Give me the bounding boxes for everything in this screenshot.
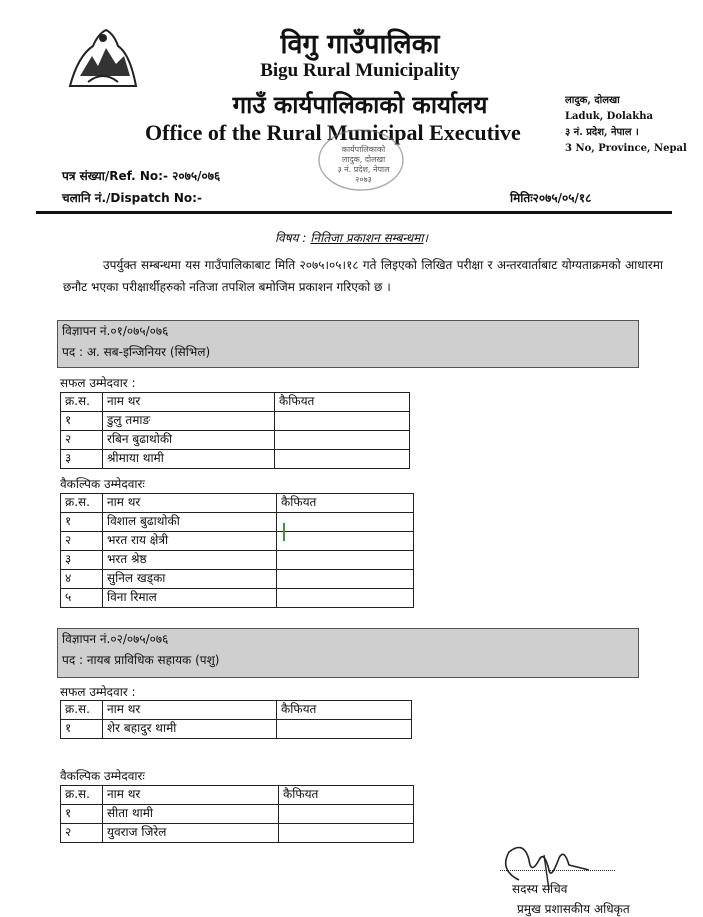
cell-sn: १ <box>61 805 103 824</box>
cell-name: शेर बहादुर थामी <box>103 720 277 739</box>
table-header-row <box>61 494 414 513</box>
cell-sn: ४ <box>61 570 103 589</box>
office-name-np: गाउँ कार्यपालिकाको कार्यालय <box>232 90 488 119</box>
table-row <box>61 805 414 824</box>
header-sn: क्र.स. <box>61 494 103 513</box>
stamp-line: लादुक, दोलखा <box>341 155 386 164</box>
date-label: मितिः <box>510 191 533 205</box>
cell-name: सुनिल खड्का <box>103 570 277 589</box>
table-row <box>61 551 414 570</box>
cell-sn: २ <box>61 431 103 450</box>
cell-name: सीता थामी <box>103 805 279 824</box>
notice-1-band <box>57 320 639 368</box>
notice-number: विज्ञापन नं.०२/०७५/०७६ <box>62 632 169 646</box>
header-name: नाम थर <box>103 494 277 513</box>
ref-label: पत्र संख्या/Ref. No:- <box>62 169 168 183</box>
success-table-2 <box>60 700 412 739</box>
notice-post: पद : अ. सब-इन्जिनियर (सिभिल) <box>62 345 211 359</box>
success-label: सफल उम्मेदवार : <box>60 376 136 390</box>
dispatch-label: चलानि नं./Dispatch No:- <box>62 191 202 205</box>
date-value: २०७५/०५/१८ <box>532 191 592 205</box>
address-block <box>565 93 687 157</box>
subject-text: नितिजा प्रकाशन सम्बन्धमा <box>310 231 424 245</box>
cell-remarks <box>277 513 414 532</box>
table-row <box>61 720 412 739</box>
cell-sn: ३ <box>61 450 103 469</box>
alternate-table-1 <box>60 493 414 608</box>
alternate-table-2 <box>60 785 414 843</box>
alternate-label: वैकल्पिक उम्मेदवारः <box>60 477 145 491</box>
letter-date <box>510 189 591 206</box>
cell-sn: २ <box>61 824 103 843</box>
cell-remarks <box>275 450 410 469</box>
table-header-row <box>61 786 414 805</box>
header-remarks: कैफियत <box>277 494 414 513</box>
stamp-text <box>326 145 401 185</box>
stamp-line: ३ नं. प्रदेश, नेपाल <box>337 165 390 174</box>
nepal-emblem-icon <box>68 26 138 88</box>
cell-name: विना रिमाल <box>103 589 277 608</box>
address-line: लादुक, दोलखा <box>565 95 620 106</box>
address-line: Laduk, Dolakha <box>565 111 653 122</box>
cell-remarks <box>275 412 410 431</box>
header-remarks: कैफियत <box>275 393 410 412</box>
header-divider <box>36 211 672 214</box>
table-header-row <box>61 393 410 412</box>
cell-name: युवराज जिरेल <box>103 824 279 843</box>
cell-remarks <box>279 824 414 843</box>
address-line: ३ नं. प्रदेश, नेपाल । <box>565 127 639 138</box>
cell-remarks <box>279 805 414 824</box>
cell-remarks <box>277 551 414 570</box>
stamp-line: २०७३ <box>355 175 372 184</box>
cell-name: रबिन बुढाथोकी <box>103 431 275 450</box>
header-remarks: कैफियत <box>279 786 414 805</box>
header-name: नाम थर <box>103 786 279 805</box>
table-row <box>61 431 410 450</box>
cell-sn: ३ <box>61 551 103 570</box>
cell-remarks <box>277 570 414 589</box>
ref-number <box>62 167 220 184</box>
notice-post: पद : नायब प्राविधिक सहायक (पशु) <box>62 653 220 667</box>
alternate-label: वैकल्पिक उम्मेदवारः <box>60 769 145 783</box>
signatory-subtitle: प्रमुख प्रशासकीय अधिकृत <box>517 902 630 916</box>
header-name: नाम थर <box>103 701 277 720</box>
municipality-name-np: विगु गाउँपालिका <box>280 29 440 60</box>
success-label: सफल उम्मेदवार : <box>60 685 136 699</box>
cell-sn: २ <box>61 532 103 551</box>
signature-line <box>500 870 615 871</box>
cell-remarks <box>277 720 412 739</box>
cell-sn: १ <box>61 720 103 739</box>
cell-name: श्रीमाया थामी <box>103 450 275 469</box>
cell-remarks <box>277 532 414 551</box>
subject-suffix: । <box>423 231 429 245</box>
cell-name: भरत श्रेष्ठ <box>103 551 277 570</box>
cell-name: विशाल बुढाथोकी <box>103 513 277 532</box>
table-row <box>61 824 414 843</box>
municipality-name-en: Bigu Rural Municipality <box>260 60 460 81</box>
cell-sn: १ <box>61 513 103 532</box>
header-name: नाम थर <box>103 393 275 412</box>
subject-prefix: विषय : <box>274 231 307 245</box>
notice-number: विज्ञापन नं.०१/०७५/०७६ <box>62 324 169 338</box>
table-row <box>61 570 414 589</box>
cell-remarks <box>275 431 410 450</box>
cell-sn: १ <box>61 412 103 431</box>
table-header-row <box>61 701 412 720</box>
header-sn: क्र.स. <box>61 701 103 720</box>
subject-line <box>0 229 703 246</box>
cell-name: डुलु तमाङ <box>103 412 275 431</box>
cell-remarks <box>277 589 414 608</box>
header-sn: क्र.स. <box>61 786 103 805</box>
pen-mark <box>283 523 285 541</box>
cell-sn: ५ <box>61 589 103 608</box>
header-remarks: कैफियत <box>277 701 412 720</box>
stamp-line: कार्यपालिकाको <box>341 145 386 154</box>
table-row <box>61 412 410 431</box>
header-sn: क्र.स. <box>61 393 103 412</box>
signatory-title: सदस्य सचिव <box>512 882 568 896</box>
address-line: 3 No, Province, Nepal <box>565 143 687 154</box>
table-row <box>61 450 410 469</box>
table-row <box>61 532 414 551</box>
notice-2-band <box>57 628 639 678</box>
office-name-en: Office of the Rural Municipal Executive <box>145 120 521 145</box>
ref-value: २०७५/०७६ <box>172 169 221 183</box>
body-paragraph: उपर्युक्त सम्बन्धमा यस गाउँपालिकाबाट मिति २०७५।०५।१८ गते लिइएको लिखित परीक्षा र अन्तरवार्ताबाट योग्यताक्रमको आधारमा छनौट भएका परीक्षार्थीहरुको नतिजा तपशिल बमोजिम प्रकाशन गरिएको छ । <box>63 258 663 294</box>
table-row <box>61 589 414 608</box>
cell-name: भरत राय क्षेत्री <box>103 532 277 551</box>
table-row <box>61 513 414 532</box>
success-table-1 <box>60 392 410 469</box>
